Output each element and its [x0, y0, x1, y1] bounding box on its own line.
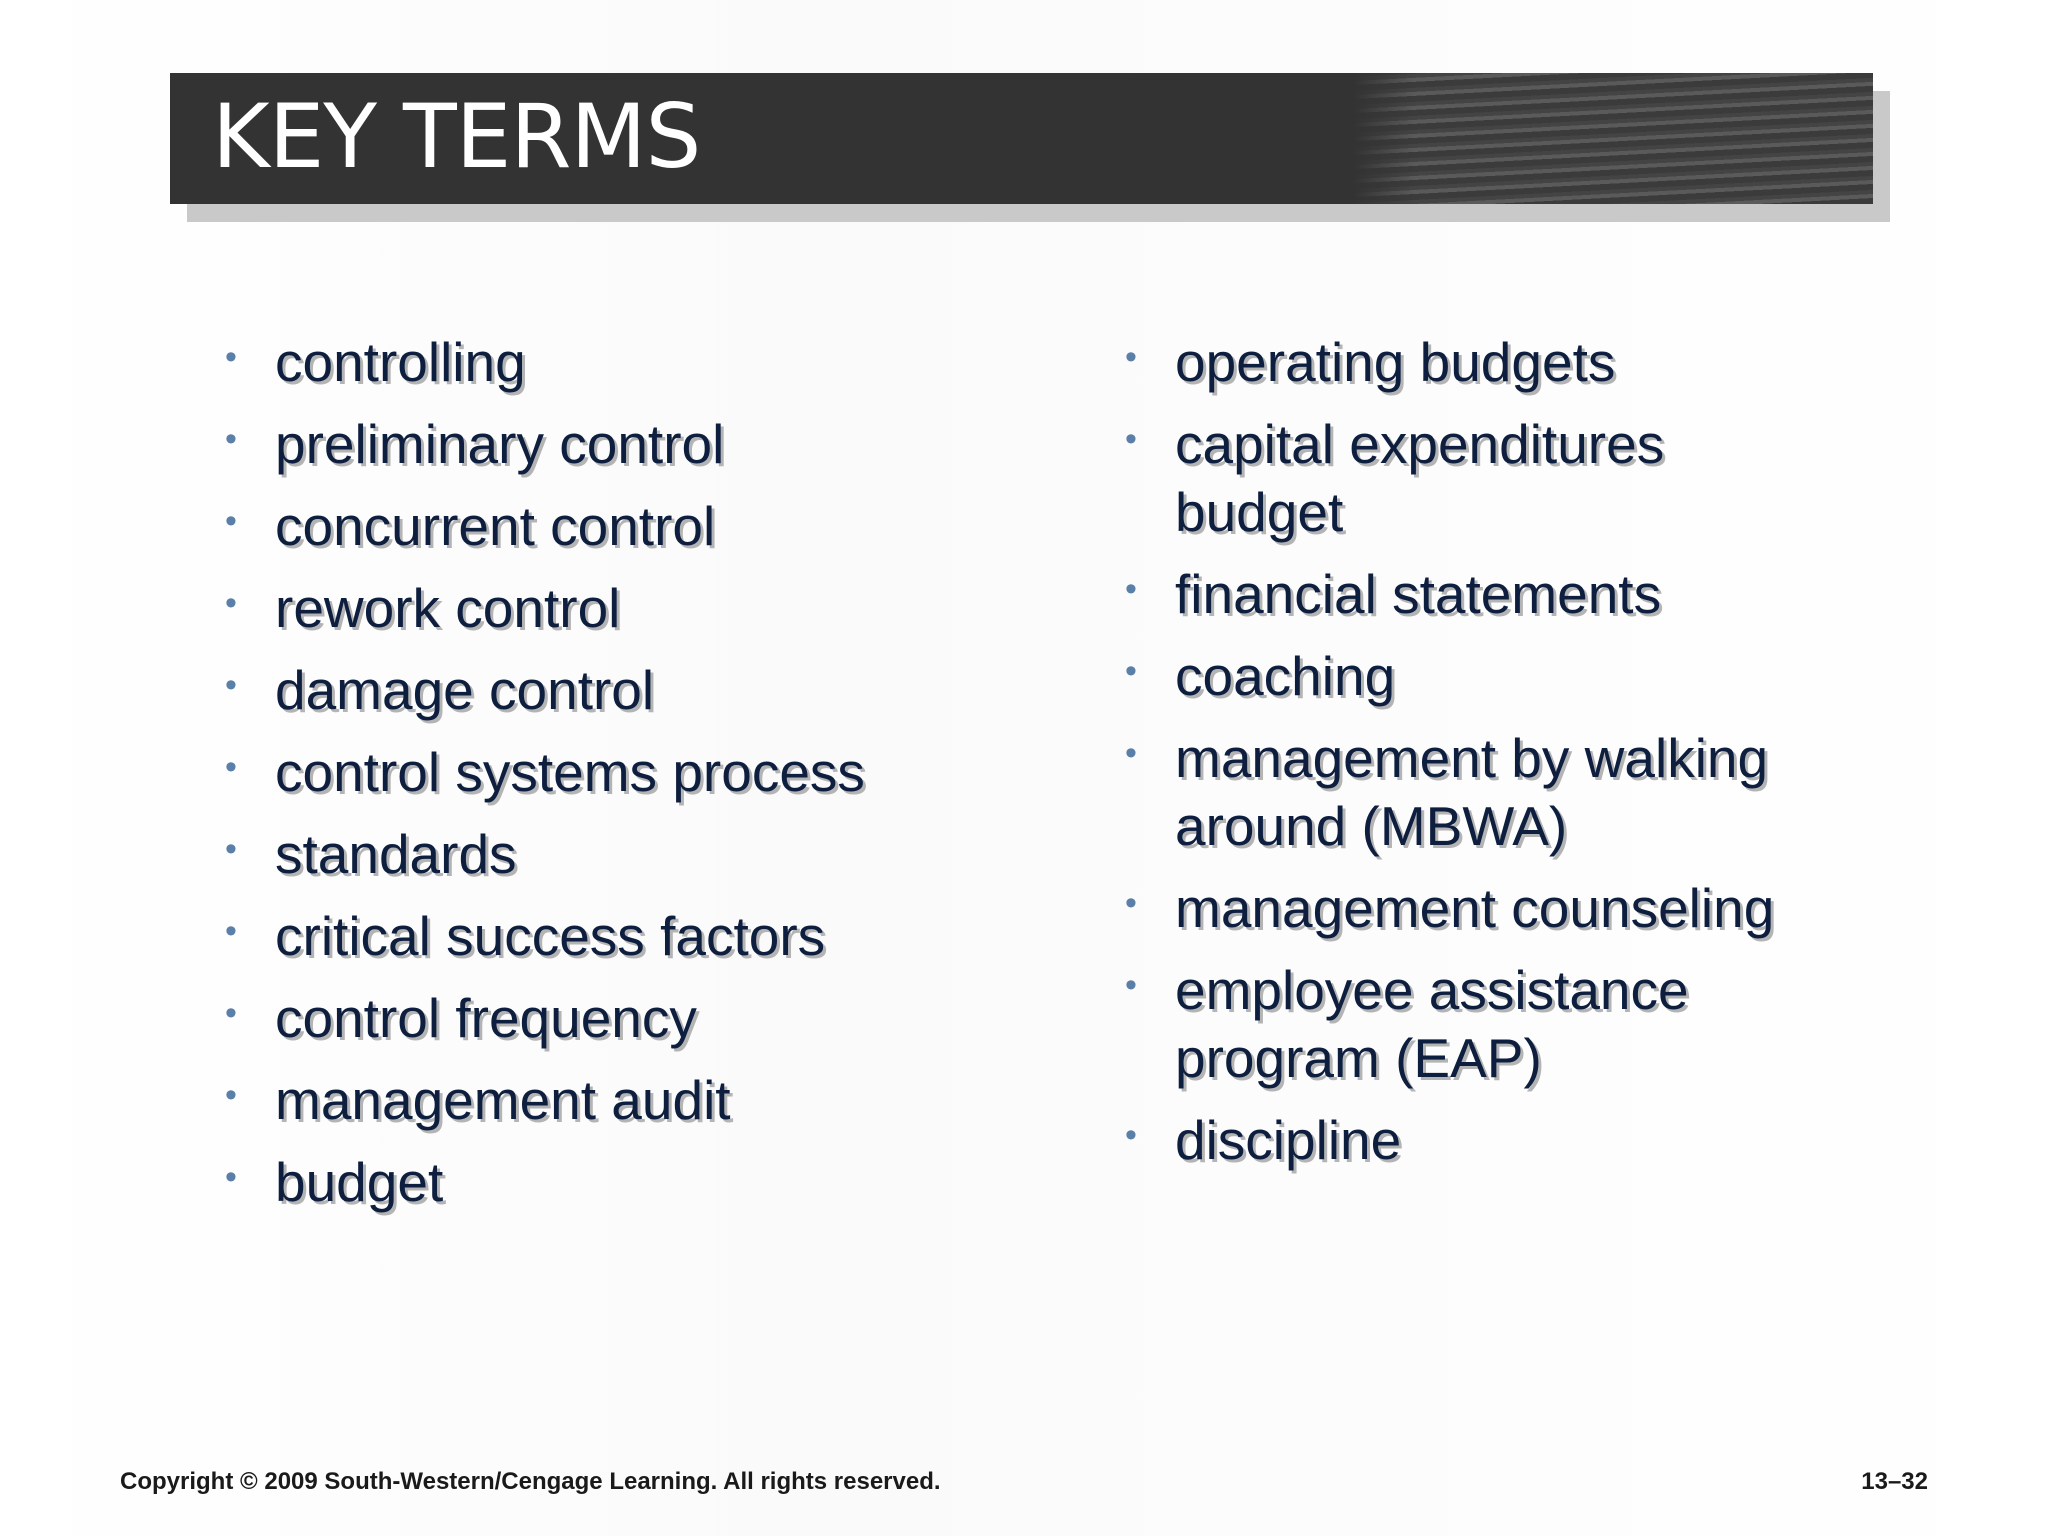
slide-title: KEY TERMS [212, 85, 701, 188]
term-label: coaching [1175, 645, 1396, 707]
term-item [1125, 410, 1845, 546]
term-item [225, 902, 1105, 970]
term-label: damage control [275, 659, 655, 721]
term-item [225, 574, 1105, 642]
terms-list-left [225, 328, 1105, 1230]
term-item [225, 984, 1105, 1052]
term-label: preliminary control [275, 413, 725, 475]
term-item [1125, 560, 1845, 628]
term-label: standards [275, 823, 517, 885]
bullet-icon: • [1125, 734, 1137, 772]
bullet-icon: • [225, 502, 237, 540]
term-label: concurrent control [275, 495, 716, 557]
bullet-icon: • [225, 748, 237, 786]
term-label: controlling [275, 331, 526, 393]
term-item [1125, 874, 1845, 942]
term-label: management audit [275, 1069, 731, 1131]
term-label: employee assistance program (EAP) [1175, 959, 1689, 1089]
term-label: management counseling [1175, 877, 1775, 939]
term-item [1125, 724, 1845, 860]
term-item [225, 738, 1105, 806]
bullet-icon: • [225, 994, 237, 1032]
term-label: discipline [1175, 1109, 1402, 1171]
bullet-icon: • [225, 420, 237, 458]
term-item [225, 492, 1105, 560]
term-item [1125, 328, 1845, 396]
bullet-icon: • [1125, 338, 1137, 376]
term-label: capital expenditures budget [1175, 413, 1665, 543]
term-item [225, 1066, 1105, 1134]
bullet-icon: • [225, 584, 237, 622]
bullet-icon: • [1125, 966, 1137, 1004]
term-label: critical success factors [275, 905, 826, 967]
term-item [225, 820, 1105, 888]
bullet-icon: • [1125, 570, 1137, 608]
bullet-icon: • [1125, 652, 1137, 690]
title-stripe-decoration [1353, 73, 1873, 204]
term-item [1125, 956, 1845, 1092]
bullet-icon: • [225, 912, 237, 950]
term-item [225, 656, 1105, 724]
bullet-icon: • [1125, 884, 1137, 922]
term-label: management by walking around (MBWA) [1175, 727, 1769, 857]
term-item [225, 328, 1105, 396]
bullet-icon: • [1125, 1116, 1137, 1154]
bullet-icon: • [225, 830, 237, 868]
title-banner [170, 73, 1873, 204]
term-item [225, 410, 1105, 478]
term-item [1125, 1106, 1845, 1174]
terms-list-right [1125, 328, 1845, 1188]
term-label: budget [275, 1151, 444, 1213]
bullet-icon: • [225, 338, 237, 376]
bullet-icon: • [225, 1158, 237, 1196]
bullet-icon: • [1125, 420, 1137, 458]
term-label: rework control [275, 577, 621, 639]
term-label: control systems process [275, 741, 865, 803]
copyright-notice: Copyright © 2009 South-Western/Cengage Learning. All rights reserved. [120, 1468, 941, 1495]
slide-number: 13–32 [1861, 1468, 1928, 1495]
term-label: operating budgets [1175, 331, 1616, 393]
term-label: financial statements [1175, 563, 1662, 625]
term-item [1125, 642, 1845, 710]
bullet-icon: • [225, 1076, 237, 1114]
bullet-icon: • [225, 666, 237, 704]
term-label: control frequency [275, 987, 697, 1049]
term-item [225, 1148, 1105, 1216]
